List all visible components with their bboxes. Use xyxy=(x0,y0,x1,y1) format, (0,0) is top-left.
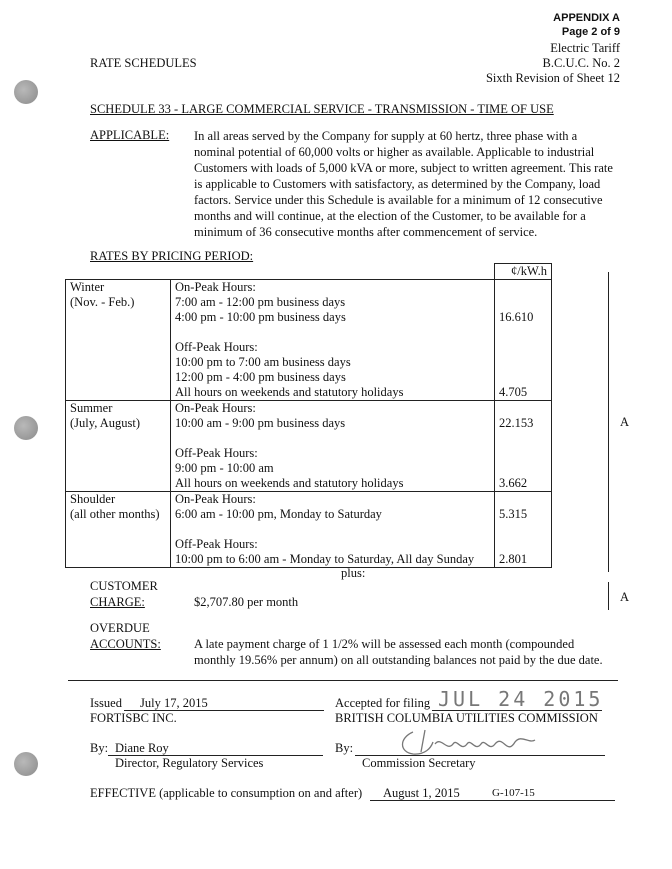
page-number: Page 2 of 9 xyxy=(561,26,620,38)
by-name: Diane Roy xyxy=(115,741,169,755)
applicable-line: minimum of 36 consecutive months after commencement of service. xyxy=(194,225,538,239)
rates-table xyxy=(65,263,552,568)
footer-divider xyxy=(68,680,618,681)
applicable-line: In all areas served by the Company for supply at 60 hertz, three phase with a xyxy=(194,129,578,143)
appendix-label: APPENDIX A xyxy=(553,12,620,24)
rate-value: 3.662 xyxy=(499,476,528,490)
rate-value xyxy=(499,446,547,461)
rate-period-row xyxy=(66,492,552,568)
customer-charge-value: $2,707.80 per month xyxy=(194,595,299,609)
rate-value xyxy=(499,355,547,370)
applicable-line: nominal potential of 60,000 volts or higher as available. Applicable to industrial xyxy=(194,145,595,159)
rate-value xyxy=(499,325,547,340)
revision-mark-2: A xyxy=(620,590,630,604)
overdue-text-1: A late payment charge of 1 1/2% will be assessed each month (compounded xyxy=(194,637,575,651)
period-hours-cell xyxy=(171,401,495,492)
accepted-date-stamp: JUL 24 2015 xyxy=(438,687,604,711)
hours-line xyxy=(175,431,490,446)
period-name: Summer xyxy=(70,401,113,415)
period-name: Shoulder xyxy=(70,492,116,506)
by-label: By: xyxy=(90,741,109,755)
issued-date: July 17, 2015 xyxy=(140,696,208,710)
period-months: (Nov. - Feb.) xyxy=(70,295,135,309)
commission-signature xyxy=(395,722,545,758)
unit-row xyxy=(66,264,552,280)
rate-value xyxy=(499,340,547,355)
rate-period-row xyxy=(66,401,552,492)
tariff-name: Electric Tariff xyxy=(550,41,620,55)
period-hours-cell xyxy=(171,492,495,568)
customer-charge-label-1: CUSTOMER xyxy=(90,579,158,593)
period-hours-cell xyxy=(171,280,495,401)
revision-bar-2 xyxy=(608,582,609,610)
overdue-label-2: ACCOUNTS: xyxy=(90,637,161,651)
customer-charge-label-2: CHARGE: xyxy=(90,595,145,609)
rate-value xyxy=(499,492,547,507)
period-rate-cell xyxy=(495,492,552,568)
hours-line: All hours on weekends and statutory holidays xyxy=(175,476,404,490)
rate-value: 4.705 xyxy=(499,385,528,399)
applicable-line: is applicable to Customers with satisfactory, as determined by the Company, load xyxy=(194,177,601,191)
hours-line: 10:00 am - 9:00 pm business days xyxy=(175,416,346,430)
hours-line: 10:00 pm to 6:00 am - Monday to Saturday, All day Sunday xyxy=(175,552,475,566)
hours-line: On-Peak Hours: xyxy=(175,280,256,294)
hours-line: Off-Peak Hours: xyxy=(175,537,258,551)
overdue-text-2: monthly 19.56% per annum) on all outstanding balances not paid by the due date. xyxy=(194,653,603,667)
applicable-line: factors. Service under this Schedule is available for a minimum of 12 consecutive xyxy=(194,193,603,207)
commission-secretary: Commission Secretary xyxy=(362,756,476,770)
overdue-label-1: OVERDUE xyxy=(90,621,150,635)
issued-label: Issued xyxy=(90,696,122,710)
hours-line: Off-Peak Hours: xyxy=(175,446,258,460)
hours-line xyxy=(175,522,490,537)
hours-line xyxy=(175,325,490,340)
hours-line: 7:00 am - 12:00 pm business days xyxy=(175,295,346,309)
by-label-commission: By: xyxy=(335,741,354,755)
applicable-label: APPLICABLE: xyxy=(90,128,170,142)
rate-value xyxy=(499,537,547,552)
period-name-cell xyxy=(66,280,171,401)
revision-bar-1 xyxy=(608,272,609,572)
period-name-cell xyxy=(66,492,171,568)
hours-line: 9:00 pm - 10:00 am xyxy=(175,461,274,475)
period-name-cell xyxy=(66,401,171,492)
applicable-line: months and will continue, at the election of the Customer, to be available for a xyxy=(194,209,586,223)
bcuc-number: B.C.U.C. No. 2 xyxy=(542,56,620,70)
company-name: FORTISBC INC. xyxy=(90,711,177,725)
schedule-title: SCHEDULE 33 - LARGE COMMERCIAL SERVICE - TRANSMISSION - TIME OF USE xyxy=(90,102,554,116)
hours-line: All hours on weekends and statutory holidays xyxy=(175,385,404,399)
hours-line: On-Peak Hours: xyxy=(175,401,256,415)
rate-value: 22.153 xyxy=(499,416,534,430)
hours-line: 12:00 pm - 4:00 pm business days xyxy=(175,370,346,384)
hours-line: On-Peak Hours: xyxy=(175,492,256,506)
hours-line: Off-Peak Hours: xyxy=(175,340,258,354)
effective-underline xyxy=(370,800,615,801)
revision-mark-1: A xyxy=(620,415,630,429)
rate-value xyxy=(499,461,547,476)
hours-line: 4:00 pm - 10:00 pm business days xyxy=(175,310,346,324)
rate-value xyxy=(499,280,547,295)
order-number: G-107-15 xyxy=(492,787,535,799)
by-title: Director, Regulatory Services xyxy=(115,756,264,770)
punch-hole-bottom xyxy=(14,752,38,776)
rate-value xyxy=(499,370,547,385)
rate-value xyxy=(499,295,547,310)
period-rate-cell xyxy=(495,280,552,401)
period-rate-cell xyxy=(495,401,552,492)
rate-value xyxy=(499,431,547,446)
rate-value: 2.801 xyxy=(499,552,528,566)
rate-value xyxy=(499,522,547,537)
period-name: Winter xyxy=(70,280,105,294)
period-months: (July, August) xyxy=(70,416,141,430)
punch-hole-top xyxy=(14,80,38,104)
rate-period-row xyxy=(66,280,552,401)
applicable-text xyxy=(194,128,614,240)
sheet-revision: Sixth Revision of Sheet 12 xyxy=(485,71,620,85)
period-months: (all other months) xyxy=(70,507,160,521)
rate-value: 5.315 xyxy=(499,507,528,521)
rate-value: 16.610 xyxy=(499,310,534,324)
hours-line: 6:00 am - 10:00 pm, Monday to Saturday xyxy=(175,507,382,521)
rates-heading: RATES BY PRICING PERIOD: xyxy=(90,249,254,263)
accepted-label: Accepted for filing xyxy=(335,696,431,710)
effective-date: August 1, 2015 xyxy=(383,786,460,800)
plus-label: plus: xyxy=(341,566,366,580)
hours-line: 10:00 pm to 7:00 am business days xyxy=(175,355,351,369)
punch-hole-middle xyxy=(14,416,38,440)
rate-value xyxy=(499,401,547,416)
unit-header: ¢/kW.h xyxy=(495,264,552,280)
applicable-line: Customers with loads of 5,000 kVA or more, subject to written agreement. This rate xyxy=(194,161,613,175)
effective-label: EFFECTIVE (applicable to consumption on and after) xyxy=(90,786,363,800)
commission-name: BRITISH COLUMBIA UTILITIES COMMISSION xyxy=(335,711,598,725)
rate-schedules-label: RATE SCHEDULES xyxy=(90,56,197,70)
